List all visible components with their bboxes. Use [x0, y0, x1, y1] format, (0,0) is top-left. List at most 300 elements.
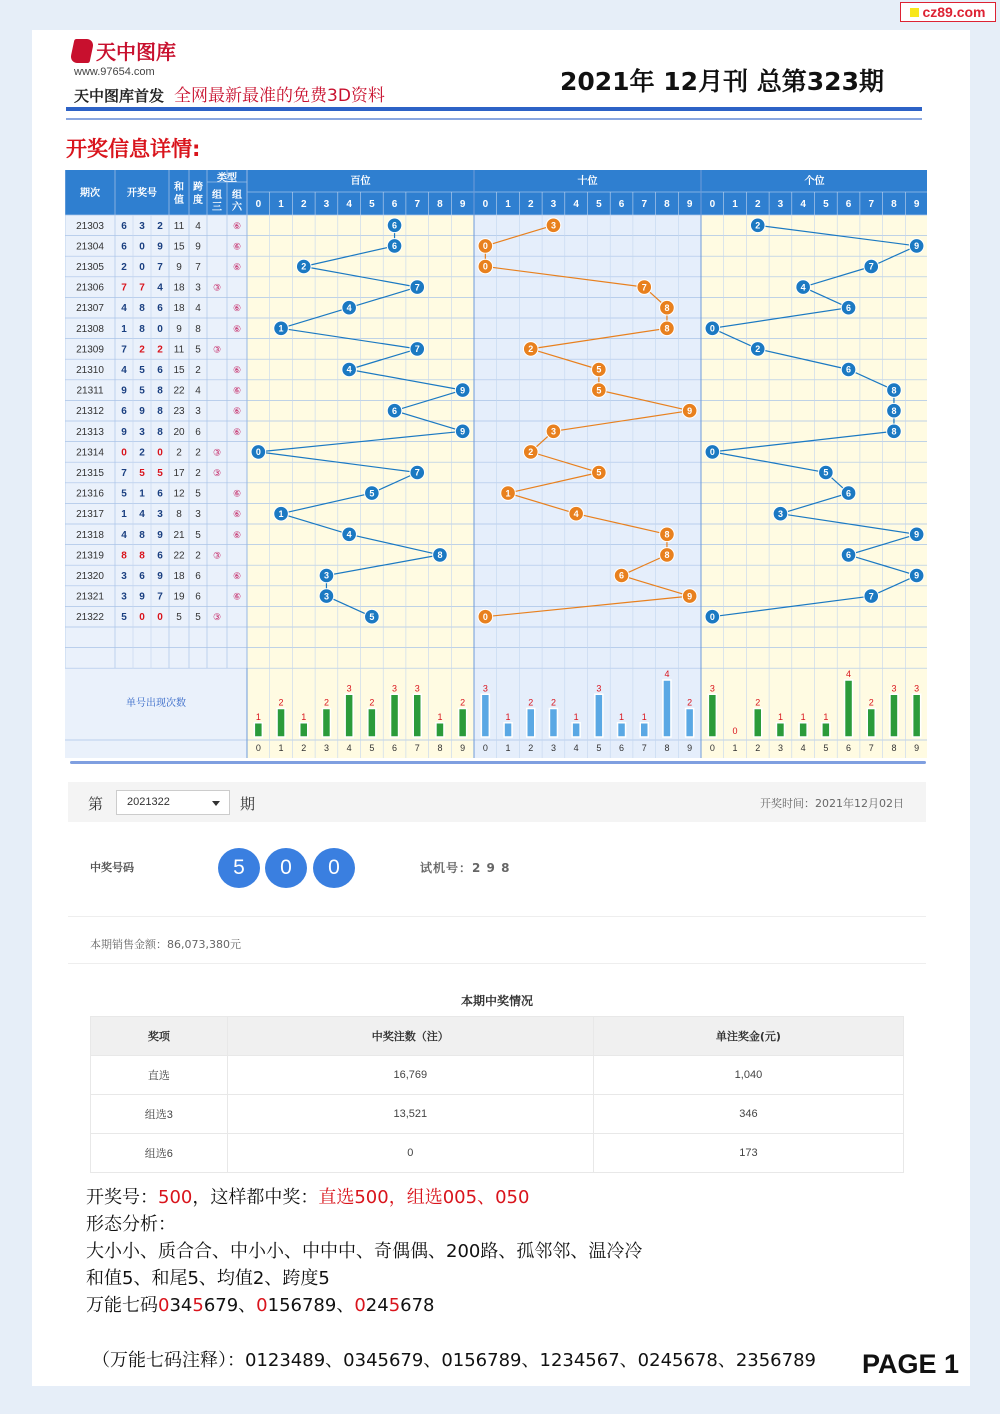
count-bar [686, 709, 694, 738]
count-value: 2 [528, 697, 534, 708]
draw-digit: 9 [121, 385, 127, 397]
count-digit: 6 [846, 743, 852, 753]
type-cell: ③ [212, 468, 222, 478]
count-value: 2 [460, 697, 466, 708]
draw-digit: 3 [121, 571, 127, 582]
prize-cell: 16,769 [227, 1056, 593, 1095]
draw-digit: 6 [139, 571, 145, 582]
ball-label: 2 [755, 220, 761, 231]
note-highlight: 500 [158, 1187, 193, 1208]
digit-header: 3 [550, 199, 557, 210]
logo-url: www.97654.com [74, 66, 155, 78]
digit-header: 0 [709, 199, 716, 210]
logo-slogan [74, 81, 385, 106]
draw-digit: 4 [157, 282, 163, 294]
ball-label: 2 [755, 344, 761, 355]
prize-header-row [91, 1017, 904, 1056]
count-value: 1 [619, 711, 625, 722]
ball-label: 6 [846, 550, 852, 561]
header-units: 个位 [804, 176, 825, 187]
header-g6: 六 [232, 202, 242, 213]
sales-label: 本期销售金额： [90, 938, 167, 951]
watermark-text: cz89.com [922, 4, 986, 20]
digit-header: 4 [346, 199, 352, 210]
prize-title: 本期中奖情况 [460, 994, 533, 1008]
sum-cell: 11 [173, 220, 185, 232]
count-value: 1 [823, 711, 829, 722]
count-digit: 1 [732, 743, 738, 753]
period-bar [68, 782, 926, 822]
count-value: 1 [573, 711, 579, 722]
ball-label: 2 [528, 447, 534, 458]
digit-header: 7 [641, 199, 648, 210]
sum-cell: 15 [173, 241, 185, 253]
draw-time-label: 开奖时间： [760, 797, 815, 810]
draw-digit: 2 [139, 447, 145, 459]
digit-header: 9 [459, 199, 466, 210]
ball-label: 4 [346, 529, 352, 540]
note-highlight: 5 [192, 1295, 204, 1316]
count-digit: 7 [641, 743, 647, 753]
span-cell: 5 [195, 612, 201, 624]
count-digit: 0 [709, 743, 715, 753]
span-cell: 4 [195, 220, 201, 232]
count-bar [845, 680, 853, 737]
period-select[interactable] [116, 790, 230, 815]
ball-label: 7 [868, 261, 874, 272]
draw-digit: 7 [157, 262, 163, 273]
ball-label: 6 [392, 405, 398, 416]
count-digit: 8 [664, 743, 670, 753]
prize-cell: 0 [227, 1134, 593, 1173]
type-cell: ⑥ [232, 323, 242, 334]
draw-digit: 0 [139, 262, 145, 273]
count-value: 2 [369, 697, 375, 708]
prize-cell: 1,040 [593, 1056, 903, 1095]
ball-label: 9 [914, 241, 920, 252]
period-cell: 21309 [76, 344, 104, 356]
count-bar [504, 723, 512, 737]
count-bar [595, 694, 603, 737]
header-span: 跨 [193, 182, 203, 193]
count-value: 2 [323, 697, 329, 708]
draw-digit: 5 [121, 488, 127, 500]
period-cell: 21320 [76, 571, 104, 582]
ball-label: 0 [482, 241, 488, 252]
ball-label: 9 [914, 570, 920, 581]
span-cell: 6 [195, 426, 201, 438]
ball-label: 4 [800, 282, 806, 293]
span-cell: 7 [195, 262, 201, 273]
sum-cell: 8 [176, 509, 182, 521]
ball-label: 3 [323, 570, 329, 581]
chart-divider [70, 761, 926, 764]
ball-label: 5 [823, 467, 829, 478]
slogan-text: 天中图库首发 [74, 87, 165, 105]
count-value: 1 [800, 711, 806, 722]
count-bar [618, 723, 626, 737]
digit-header: 1 [505, 199, 511, 210]
note-line-3: 大小小、质合合、中小小、中中中、奇偶偶、200路、孤邻邻、温冷冷 [86, 1241, 643, 1262]
count-digit: 5 [596, 743, 602, 753]
digit-header: 8 [891, 199, 897, 210]
digit-header: 6 [618, 199, 625, 210]
type-cell: ③ [212, 447, 222, 458]
count-bar [277, 709, 285, 738]
trial-label: 试机号： [420, 861, 473, 875]
draw-digit: 9 [157, 529, 163, 541]
count-bar [822, 723, 830, 737]
count-bar [776, 723, 784, 737]
ball-label: 5 [596, 364, 602, 375]
count-value: 0 [732, 726, 738, 736]
trial-number [420, 859, 510, 876]
count-value: 1 [437, 711, 443, 722]
type-cell: ⑥ [232, 365, 242, 375]
count-bar [754, 709, 762, 738]
ball-label: 3 [550, 426, 556, 437]
span-cell: 3 [195, 406, 201, 418]
span-cell: 4 [195, 303, 201, 315]
ball-label: 4 [346, 364, 352, 375]
note-text: 156789、 [267, 1295, 355, 1316]
period-cell: 21321 [76, 591, 104, 603]
ball-label: 6 [392, 241, 398, 252]
count-value: 1 [777, 711, 783, 722]
digit-header: 5 [369, 199, 375, 210]
draw-digit: 5 [157, 468, 163, 479]
draw-digit: 3 [121, 591, 127, 603]
prize-cell: 173 [593, 1134, 903, 1173]
digit-header: 5 [823, 199, 829, 210]
type-cell: ⑥ [232, 488, 242, 499]
count-value: 3 [414, 683, 420, 694]
sum-cell: 19 [173, 591, 185, 603]
draw-digit: 3 [139, 220, 145, 232]
count-bar [413, 694, 421, 737]
winning-ball: 0 [265, 848, 307, 888]
header-type: 类型 [217, 173, 237, 184]
type-cell: ③ [212, 550, 222, 561]
page-number: PAGE 1 [862, 1349, 960, 1379]
sum-cell: 21 [173, 529, 185, 541]
ball-label: 6 [846, 302, 852, 313]
prize-cell: 组选3 [91, 1095, 228, 1134]
header-g3: 三 [212, 202, 222, 213]
count-bar [300, 723, 308, 737]
table-row [91, 1056, 904, 1095]
ball-label: 5 [369, 488, 375, 499]
period-cell: 21312 [76, 406, 104, 418]
ball-label: 3 [550, 220, 556, 231]
header-divider-thin [66, 118, 922, 120]
sum-cell: 20 [173, 426, 185, 438]
count-digit: 8 [891, 743, 897, 753]
draw-digit: 6 [157, 303, 163, 315]
count-value: 2 [687, 697, 693, 708]
period-cell: 21317 [76, 509, 104, 521]
note-line-4: 和值5、和尾5、均值2、跨度5 [86, 1268, 330, 1289]
sum-cell: 23 [173, 406, 185, 418]
ball-label: 9 [687, 591, 693, 602]
ball-label: 3 [777, 508, 783, 519]
sum-cell: 11 [173, 344, 185, 356]
period-cell: 21303 [76, 220, 104, 232]
note-highlight: 0 [354, 1295, 366, 1316]
count-value: 1 [505, 711, 511, 722]
sum-cell: 9 [176, 262, 182, 273]
draw-digit: 7 [121, 344, 127, 356]
draw-digit: 8 [139, 550, 145, 562]
note-highlight: 直选500，组选005、050 [318, 1187, 530, 1208]
period-cell: 21311 [76, 385, 104, 397]
draw-digit: 2 [139, 344, 145, 356]
draw-digit: 6 [157, 488, 163, 500]
ball-label: 8 [891, 405, 897, 416]
ball-label: 5 [596, 385, 602, 396]
digit-header: 5 [596, 199, 602, 210]
span-cell: 3 [195, 509, 201, 521]
type-cell: ③ [212, 612, 222, 623]
span-cell: 4 [195, 385, 201, 397]
ball-label: 7 [414, 282, 420, 293]
ball-label: 0 [482, 611, 488, 622]
sum-cell: 2 [176, 447, 182, 459]
prize-table [90, 1016, 904, 1173]
count-bar [640, 723, 648, 737]
count-digit: 3 [323, 743, 329, 753]
count-bar [913, 694, 921, 737]
ball-label: 7 [414, 467, 420, 478]
draw-digit: 6 [157, 365, 163, 376]
draw-digit: 7 [157, 591, 163, 603]
draw-info-panel [68, 782, 926, 1174]
type-cell: ⑥ [232, 385, 242, 396]
count-bar [663, 680, 671, 737]
draw-digit: 8 [157, 385, 163, 397]
count-digit: 0 [255, 743, 261, 753]
count-value: 3 [914, 683, 920, 694]
note-text: 678 [400, 1295, 435, 1316]
note-highlight: 5 [388, 1295, 401, 1316]
ball-label: 6 [846, 364, 852, 375]
count-value: 2 [868, 697, 874, 708]
count-value: 2 [755, 697, 761, 708]
sum-cell: 22 [173, 385, 185, 397]
count-value: 1 [301, 711, 307, 722]
prize-header: 中奖注数（注） [227, 1017, 593, 1056]
period-cell: 21316 [76, 488, 104, 500]
digit-header: 4 [800, 199, 806, 210]
sum-cell: 12 [173, 488, 185, 500]
winning-ball: 0 [313, 848, 355, 888]
count-digit: 9 [914, 743, 920, 753]
draw-digit: 9 [139, 406, 145, 418]
draw-digit: 7 [121, 468, 127, 479]
draw-time-value: 2021年12月02日 [815, 797, 904, 810]
draw-digit: 4 [121, 303, 127, 315]
draw-digit: 0 [121, 447, 127, 459]
watermark-badge [900, 2, 996, 22]
count-value: 1 [641, 711, 647, 722]
header-period: 期次 [80, 188, 100, 199]
draw-digit: 3 [139, 426, 145, 438]
count-digit: 6 [392, 743, 398, 753]
note-text: ，这样都中奖： [192, 1187, 319, 1208]
draw-digit: 0 [157, 323, 163, 335]
sum-cell: 5 [176, 612, 182, 624]
count-value: 3 [392, 683, 398, 694]
winning-ball: 5 [218, 848, 260, 888]
draw-digit: 4 [121, 529, 127, 541]
sum-cell: 18 [173, 282, 185, 294]
count-value: 3 [346, 683, 352, 694]
count-value: 3 [596, 683, 602, 694]
analysis-notes [86, 1184, 642, 1319]
count-digit: 7 [414, 743, 420, 753]
span-cell: 2 [195, 468, 201, 479]
group-band [701, 215, 927, 758]
span-cell: 6 [195, 591, 201, 603]
type-cell: ⑥ [232, 426, 242, 437]
issue-title: 2021年 12月刊 总第323期 [560, 67, 884, 96]
ball-label: 7 [868, 591, 874, 602]
span-cell: 6 [195, 571, 201, 582]
digit-header: 1 [732, 199, 738, 210]
ball-label: 0 [482, 261, 488, 272]
count-bar [436, 723, 444, 737]
digit-header: 9 [686, 199, 693, 210]
ball-label: 6 [846, 488, 852, 499]
dot-icon [910, 8, 919, 17]
count-bar [867, 709, 875, 738]
sum-cell: 18 [173, 571, 185, 582]
draw-digit: 0 [139, 241, 145, 253]
ball-label: 3 [323, 591, 329, 602]
prize-header: 单注奖金(元) [593, 1017, 903, 1056]
header-draw: 开奖号 [127, 188, 157, 199]
type-cell: ⑥ [232, 241, 242, 252]
digit-header: 3 [777, 199, 784, 210]
ball-label: 0 [709, 323, 715, 334]
draw-digit: 5 [139, 385, 145, 397]
header-divider [66, 107, 922, 111]
note-line-5 [86, 1292, 642, 1319]
draw-digit: 9 [139, 591, 145, 603]
type-cell: ③ [212, 282, 222, 293]
type-cell: ③ [212, 344, 222, 355]
header-g6: 组 [232, 190, 242, 201]
count-digit: 4 [573, 743, 579, 753]
count-bar [459, 709, 467, 738]
draw-digit: 2 [157, 344, 163, 356]
count-value: 2 [550, 697, 556, 708]
ball-label: 9 [687, 405, 693, 416]
type-cell: ⑥ [232, 303, 242, 314]
count-bar [391, 694, 399, 737]
draw-digit: 4 [121, 365, 127, 376]
brush-logo-icon [69, 39, 94, 63]
period-cell: 21304 [76, 241, 104, 253]
sales-value: 86,073,380元 [167, 938, 241, 951]
count-bar [527, 709, 535, 738]
ball-label: 8 [664, 323, 670, 334]
draw-digit: 1 [121, 323, 127, 335]
type-cell: ⑥ [232, 529, 242, 540]
note-text: 679、 [203, 1295, 257, 1316]
count-value: 3 [709, 683, 715, 694]
span-cell: 8 [195, 323, 201, 335]
period-cell: 21310 [76, 365, 104, 376]
trend-chart [65, 170, 927, 758]
ball-label: 8 [664, 550, 670, 561]
sum-cell: 9 [176, 323, 182, 335]
digit-header: 4 [573, 199, 579, 210]
count-digit: 5 [369, 743, 375, 753]
count-digit: 1 [505, 743, 511, 753]
count-value: 2 [278, 697, 284, 708]
count-value: 4 [664, 669, 670, 679]
count-digit: 6 [619, 743, 625, 753]
period-cell: 21307 [76, 303, 104, 315]
logo [72, 36, 176, 65]
period-cell: 21319 [76, 550, 104, 562]
ball-label: 8 [664, 529, 670, 540]
section-title: 开奖信息详情: [66, 137, 201, 161]
winning-label: 中奖号码 [90, 861, 134, 874]
note-highlight: 0 [256, 1295, 268, 1316]
header-sum: 值 [174, 195, 184, 206]
note-line-2: 形态分析： [86, 1214, 176, 1235]
header-g3: 组 [212, 190, 222, 201]
digit-header: 8 [664, 199, 670, 210]
sum-cell: 17 [173, 468, 185, 479]
span-cell: 5 [195, 529, 201, 541]
header-tens: 十位 [577, 176, 598, 187]
count-digit: 4 [800, 743, 806, 753]
draw-digit: 3 [157, 509, 163, 521]
draw-digit: 5 [139, 468, 145, 479]
count-digit: 8 [437, 743, 443, 753]
draw-digit: 9 [157, 571, 163, 582]
prize-header: 奖项 [91, 1017, 228, 1056]
sum-cell: 15 [173, 365, 185, 376]
type-cell: ⑥ [232, 406, 242, 417]
left-band [65, 215, 247, 758]
sum-cell: 18 [173, 303, 185, 315]
header-hundreds: 百位 [350, 176, 371, 187]
ball-label: 1 [278, 323, 284, 334]
type-cell: ⑥ [232, 591, 242, 602]
header-sum: 和 [174, 182, 184, 193]
draw-digit: 6 [157, 550, 163, 562]
draw-digit: 6 [121, 220, 127, 232]
table-row [91, 1134, 904, 1173]
type-cell: ⑥ [232, 262, 242, 272]
draw-time [760, 795, 904, 811]
count-digit: 2 [755, 743, 761, 753]
draw-digit: 0 [139, 612, 145, 624]
draw-digit: 9 [121, 426, 127, 438]
period-cell: 21314 [76, 447, 104, 459]
ball-label: 2 [528, 344, 534, 355]
ball-label: 8 [437, 550, 443, 561]
draw-digit: 6 [121, 241, 127, 253]
count-label: 单号出现次数 [126, 698, 186, 709]
digit-header: 2 [754, 199, 761, 210]
span-cell: 5 [195, 488, 201, 500]
draw-digit: 2 [157, 220, 163, 232]
